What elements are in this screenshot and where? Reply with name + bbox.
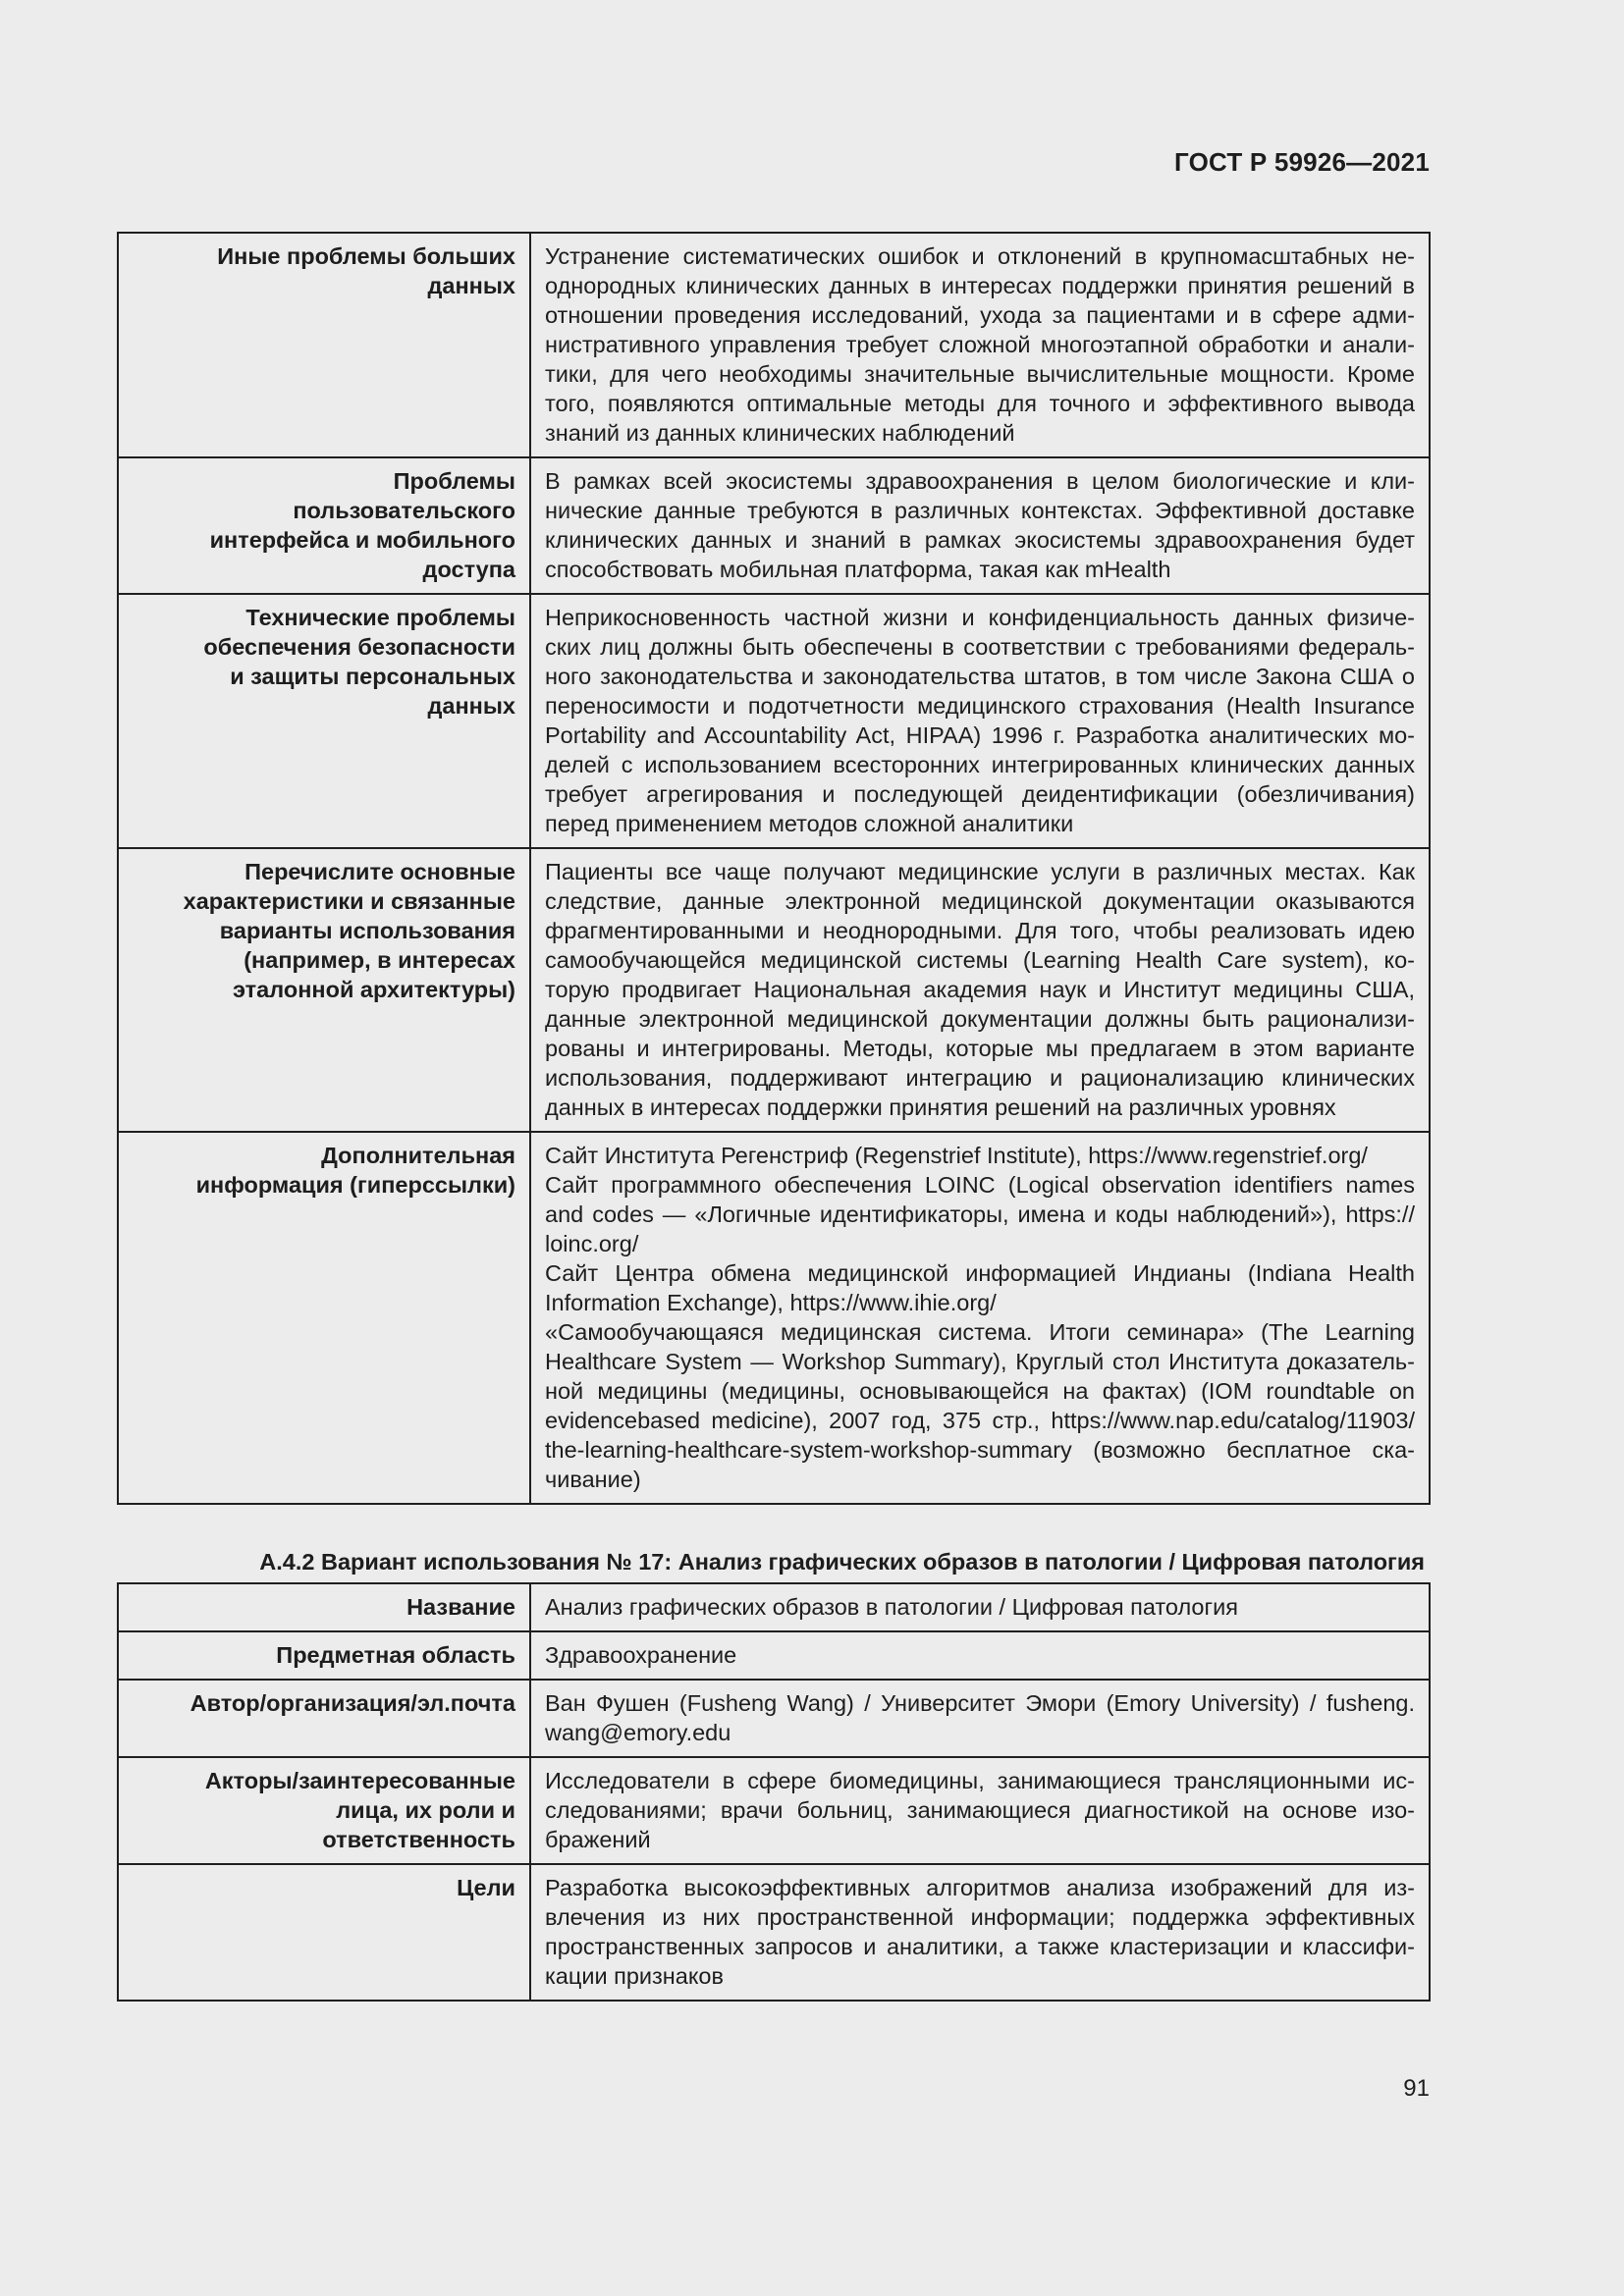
use-case-17-table: [117, 1582, 1431, 2002]
table-row: [118, 457, 1430, 594]
row-value: Ван Фушен (Fusheng Wang) / Университет Эмори (Emory University) / fusheng. wang@emory.edu: [530, 1680, 1430, 1757]
table-row: [118, 1132, 1430, 1504]
row-value: Исследователи в сфере биомедицины, занимающиеся трансляционными ис- следованиями; врачи больниц, занимающиеся диагностикой на основе изо- бражений: [530, 1757, 1430, 1864]
hyperlink-ihie: Information Exchange), https://www.ihie.org/: [545, 1290, 997, 1315]
table-row: [118, 594, 1430, 848]
row-value: Разработка высокоэффективных алгоритмов анализа изображений для из- влечения из них пространственной информации; поддержка эффективных пространственных запросов и аналитики, а также кластеризации и классифи- кации признаков: [530, 1864, 1430, 2001]
row-value: Устранение систематических ошибок и отклонений в крупномасштабных не- однородных клинических данных в интересах поддержки принятия решений в отношении проведения исследований, ухода за пациентами и в сфере адми- нистративного управления требует сложной многоэтапной обработки и анали- тики, для чего необходимы значительные вычислительные мощности. Кроме того, появляются оптимальные методы для точного и эффективного вывода знаний из данных клинических наблюдений: [530, 233, 1430, 457]
row-value: Пациенты все чаще получают медицинские услуги в различных местах. Как следствие, данные электронной медицинской документации оказываются фрагментированными и неоднородными. Для того, чтобы реализовать идею самообучающейся медицинской системы (Learning Health Care system), ко- торую продвигает Национальная академия наук и Институт медицины США, данные электронной медицинской документации должны быть рационализи- рованы и интегрированы. Методы, которые мы предлагаем в этом варианте использования, поддерживают интеграцию и рационализацию клинических данных в интересах поддержки принятия решений на различных уровнях: [530, 848, 1430, 1132]
table-row: [118, 233, 1430, 457]
row-label: Иные проблемы больших данных: [118, 233, 530, 457]
table-row: [118, 1757, 1430, 1864]
row-label: Проблемы пользовательского интерфейса и мобильного доступа: [118, 457, 530, 594]
row-label: Перечислите основные характеристики и связанные варианты использования (например, в интересах эталонной архитектуры): [118, 848, 530, 1132]
document-code-header: ГОСТ Р 59926—2021: [1174, 147, 1430, 177]
row-value: В рамках всей экосистемы здравоохранения в целом биологические и кли- нические данные требуются в различных контекстах. Эффективной доставке клинических данных и знаний в рамках экосистемы здравоохранения будет способствовать мобильная платформа, такая как mHealth: [530, 457, 1430, 594]
table-row: [118, 1680, 1430, 1757]
hyperlink-regenstrief: Сайт Института Регенстриф (Regenstrief Institute), https://www.regenstrief.org/: [545, 1143, 1368, 1168]
row-label: Технические проблемы обеспечения безопасности и защиты персональных данных: [118, 594, 530, 848]
row-value: Анализ графических образов в патологии / Цифровая патология: [530, 1583, 1430, 1631]
table-row: [118, 1583, 1430, 1631]
row-value: Здравоохранение: [530, 1631, 1430, 1680]
use-case-16-table: [117, 232, 1431, 1505]
table-row: [118, 1864, 1430, 2001]
row-label: Автор/организация/эл.почта: [118, 1680, 530, 1757]
page-number: 91: [1403, 2075, 1430, 2102]
row-label: Предметная область: [118, 1631, 530, 1680]
row-label: Название: [118, 1583, 530, 1631]
table-row: [118, 1631, 1430, 1680]
row-label: Дополнительная информация (гиперссылки): [118, 1132, 530, 1504]
row-label: Цели: [118, 1864, 530, 2001]
section-heading: А.4.2 Вариант использования № 17: Анализ графических образов в патологии / Цифровая патология: [259, 1549, 1425, 1575]
table-row: [118, 848, 1430, 1132]
row-value: Сайт Института Регенстриф (Regenstrief Institute), https://www.regenstrief.org/ Сайт программного обеспечения LOINC (Logical observation identifiers names and codes — «Логичные идентификаторы, имена и коды наблюдений»), https:// loinc.org/ Сайт Центра обмена медицинской информацией Индианы (Indiana Health Information Exchange), https://www.ihie.org/ «Самообучающаяся медицинская система. Итоги семинара» (The Learning Healthcare System — Workshop Summary), Круглый стол Института доказатель- ной медицины (медицины, основывающейся на фактах) (IOM roundtable on evidencebased medicine), 2007 год, 375 стр., https://www.nap.edu/catalog/11903/ the-learning-healthcare-system-workshop-summary (возможно бесплатное ска- чивание): [530, 1132, 1430, 1504]
row-label: Акторы/заинтересованные лица, их роли и ответственность: [118, 1757, 530, 1864]
row-value: Неприкосновенность частной жизни и конфиденциальность данных физиче- ских лиц должны быть обеспечены в соответствии с требованиями федераль- ного законодательства и законодательства штатов, в том числе Закона США о переносимости и подотчетности медицинского страхования (Health Insurance Portability and Accountability Act, HIPAA) 1996 г. Разработка аналитических мо- делей с использованием всесторонних интегрированных клинических данных требует агрегирования и последующей деидентификации (обезличивания) перед применением методов сложной аналитики: [530, 594, 1430, 848]
